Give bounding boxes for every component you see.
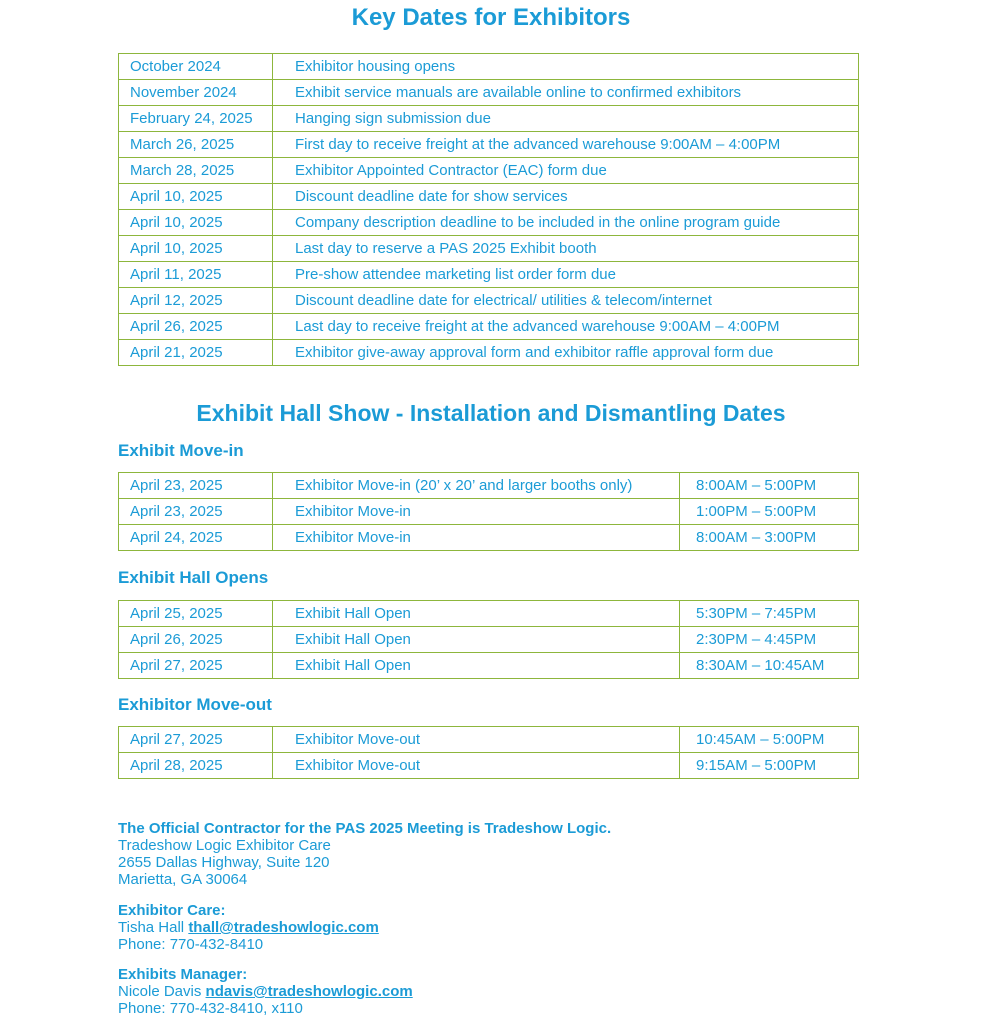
exhibits-manager-name: Nicole Davis [118,983,202,1000]
table-row [119,80,859,106]
table-row [119,525,859,551]
time-cell: 8:30AM – 10:45AM [680,653,859,679]
table-row [119,132,859,158]
event-cell: Exhibitor Appointed Contractor (EAC) form due [273,158,859,184]
date-cell: April 26, 2025 [119,627,273,653]
table-row [119,184,859,210]
contractor-name-line: Tradeshow Logic Exhibitor Care [118,837,331,854]
date-cell: April 24, 2025 [119,525,273,551]
hall-opens-table [118,600,859,679]
key-dates-title: Key Dates for Exhibitors [351,4,631,31]
table-row [119,262,859,288]
event-cell: Discount deadline date for electrical/ utilities & telecom/internet [273,288,859,314]
event-cell: First day to receive freight at the advanced warehouse 9:00AM – 4:00PM [273,132,859,158]
table-row [119,753,859,779]
official-contractor-heading: The Official Contractor for the PAS 2025 Meeting is Tradeshow Logic. [118,820,612,837]
exhibitor-care-name: Tisha Hall [118,919,185,936]
date-cell: April 26, 2025 [119,314,273,340]
exhibitor-care-phone: Phone: 770-432-8410 [118,936,264,953]
date-cell: April 23, 2025 [119,499,273,525]
exhibitor-care-block [118,902,379,953]
time-cell: 10:45AM – 5:00PM [680,727,859,753]
event-cell: Exhibitor Move-in [273,525,680,551]
exhibits-manager-block [118,966,413,1017]
date-cell: April 21, 2025 [119,340,273,366]
table-row [119,314,859,340]
event-cell: Company description deadline to be included in the online program guide [273,210,859,236]
exhibitor-care-heading: Exhibitor Care: [118,902,226,919]
table-row [119,106,859,132]
move-in-table [118,472,859,551]
event-cell: Exhibit Hall Open [273,653,680,679]
event-cell: Exhibitor housing opens [273,54,859,80]
table-row [119,288,859,314]
date-cell: April 27, 2025 [119,653,273,679]
time-cell: 8:00AM – 5:00PM [680,473,859,499]
date-cell: April 11, 2025 [119,262,273,288]
date-cell: April 23, 2025 [119,473,273,499]
table-row [119,236,859,262]
event-cell: Exhibitor Move-out [273,753,680,779]
time-cell: 8:00AM – 3:00PM [680,525,859,551]
date-cell: April 10, 2025 [119,210,273,236]
event-cell: Exhibitor give-away approval form and exhibitor raffle approval form due [273,340,859,366]
event-cell: Pre-show attendee marketing list order form due [273,262,859,288]
date-cell: October 2024 [119,54,273,80]
exhibits-manager-heading: Exhibits Manager: [118,966,248,983]
date-cell: March 28, 2025 [119,158,273,184]
exhibitor-care-contact-line [118,919,379,936]
table-row [119,473,859,499]
table-row [119,601,859,627]
time-cell: 1:00PM – 5:00PM [680,499,859,525]
move-out-table [118,726,859,779]
time-cell: 5:30PM – 7:45PM [680,601,859,627]
table-row [119,727,859,753]
table-row [119,653,859,679]
move-in-heading: Exhibit Move-in [118,441,244,460]
hall-opens-heading: Exhibit Hall Opens [118,568,269,587]
table-row [119,54,859,80]
event-cell: Exhibit service manuals are available online to confirmed exhibitors [273,80,859,106]
event-cell: Exhibitor Move-in (20’ x 20’ and larger booths only) [273,473,680,499]
date-cell: March 26, 2025 [119,132,273,158]
date-cell: April 25, 2025 [119,601,273,627]
hall-dates-title: Exhibit Hall Show - Installation and Dismantling Dates [196,400,786,426]
date-cell: April 27, 2025 [119,727,273,753]
date-cell: April 28, 2025 [119,753,273,779]
exhibits-manager-email-link[interactable]: ndavis@tradeshowlogic.com [205,983,413,1000]
table-row [119,158,859,184]
exhibitor-care-email-link[interactable]: thall@tradeshowlogic.com [188,919,379,936]
key-dates-table [118,53,859,366]
date-cell: April 10, 2025 [119,184,273,210]
table-row [119,340,859,366]
event-cell: Exhibit Hall Open [273,601,680,627]
table-row [119,627,859,653]
date-cell: April 10, 2025 [119,236,273,262]
move-out-heading: Exhibitor Move-out [118,695,272,714]
event-cell: Discount deadline date for show services [273,184,859,210]
table-row [119,499,859,525]
date-cell: February 24, 2025 [119,106,273,132]
event-cell: Exhibitor Move-out [273,727,680,753]
date-cell: April 12, 2025 [119,288,273,314]
time-cell: 2:30PM – 4:45PM [680,627,859,653]
event-cell: Last day to reserve a PAS 2025 Exhibit booth [273,236,859,262]
event-cell: Exhibit Hall Open [273,627,680,653]
exhibits-manager-phone: Phone: 770-432-8410, x110 [118,1000,303,1017]
event-cell: Last day to receive freight at the advanced warehouse 9:00AM – 4:00PM [273,314,859,340]
contractor-address-line: 2655 Dallas Highway, Suite 120 [118,854,330,871]
contractor-city-line: Marietta, GA 30064 [118,871,248,888]
exhibits-manager-contact-line [118,983,413,1000]
table-row [119,210,859,236]
event-cell: Hanging sign submission due [273,106,859,132]
official-contractor-block [118,820,611,888]
date-cell: November 2024 [119,80,273,106]
time-cell: 9:15AM – 5:00PM [680,753,859,779]
event-cell: Exhibitor Move-in [273,499,680,525]
